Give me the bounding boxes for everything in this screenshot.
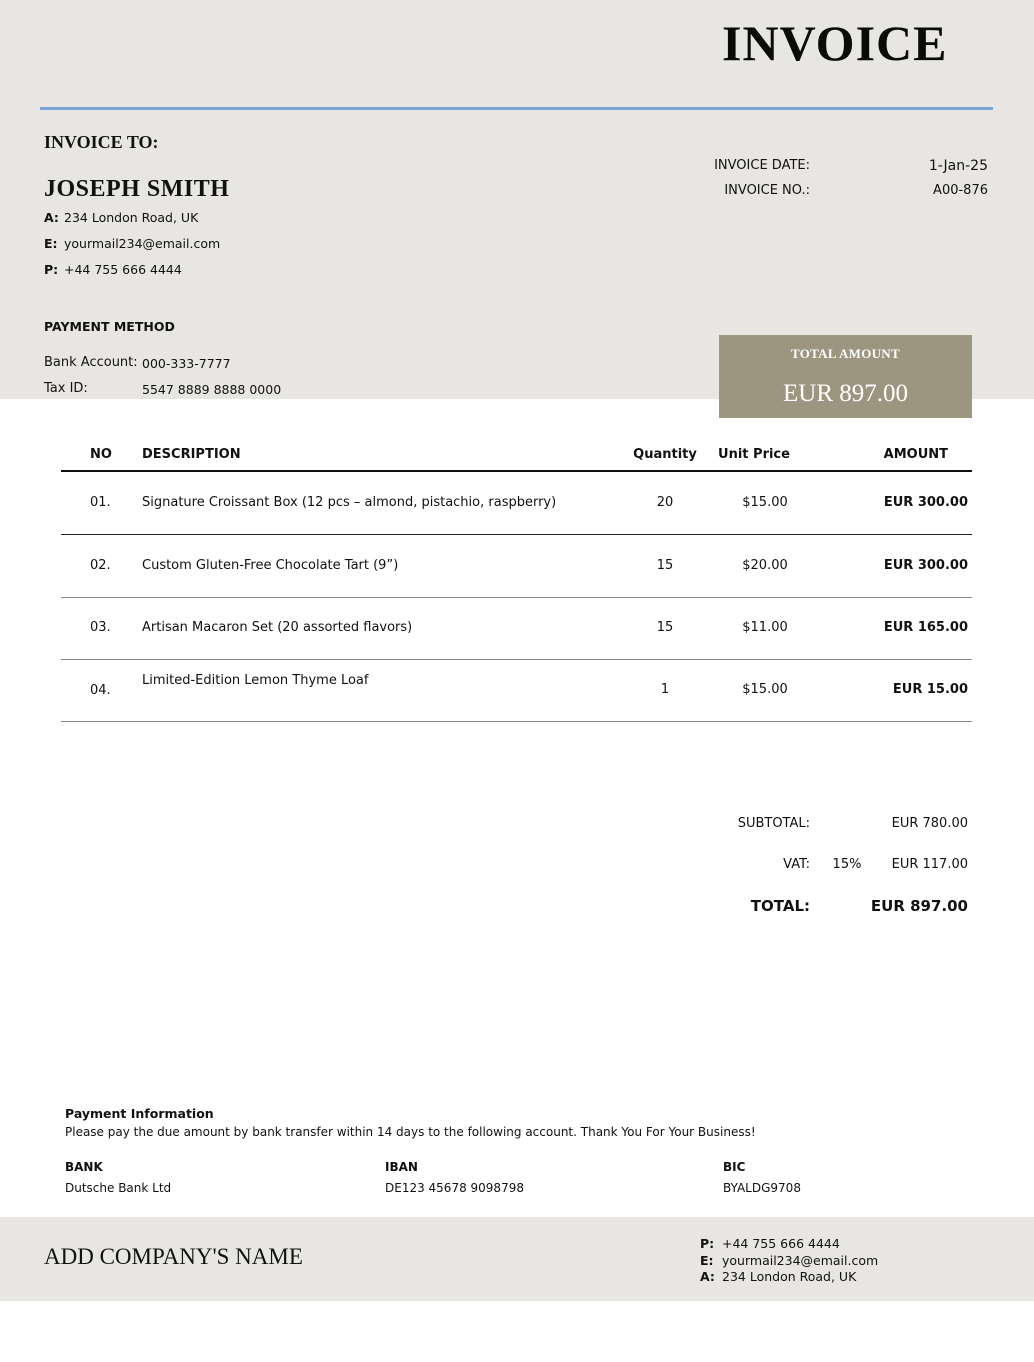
col-header-no: NO <box>90 447 112 462</box>
table-header-rule <box>61 470 972 472</box>
col-header-unit-price: Unit Price <box>718 447 790 462</box>
footer-email-key: E: <box>700 1253 714 1268</box>
row-2-amount: EUR 300.00 <box>883 558 968 573</box>
footer-phone: +44 755 666 4444 <box>722 1236 840 1251</box>
payment-method-title: PAYMENT METHOD <box>44 319 175 334</box>
invoice-date-label: INVOICE DATE: <box>714 158 810 173</box>
row-4-description: Limited-Edition Lemon Thyme Loaf <box>142 673 369 688</box>
row-3-no: 03. <box>90 620 111 635</box>
bic-value: BYALDG9708 <box>723 1181 801 1195</box>
payment-info-title: Payment Information <box>65 1106 214 1121</box>
client-email-line <box>44 236 220 251</box>
tax-id-value: 5547 8889 8888 0000 <box>142 382 282 397</box>
row-4-unit-price: $15.00 <box>742 682 788 697</box>
bank-account-label: Bank Account: <box>44 355 138 370</box>
row-3-amount: EUR 165.00 <box>883 620 968 635</box>
invoice-date: 1-Jan-25 <box>928 158 988 174</box>
row-4-amount: EUR 15.00 <box>892 682 968 697</box>
iban-label: IBAN <box>385 1160 418 1174</box>
row-1-quantity: 20 <box>656 495 674 510</box>
row-1-no: 01. <box>90 495 111 510</box>
client-address: 234 London Road, UK <box>64 210 199 225</box>
vat-rate: 15% <box>832 857 862 872</box>
bank-account-value: 000-333-7777 <box>142 356 231 371</box>
footer-address-line <box>700 1269 856 1284</box>
email-key: E: <box>44 236 58 251</box>
col-header-description: DESCRIPTION <box>142 447 241 462</box>
row-3-unit-price: $11.00 <box>742 620 788 635</box>
address-key: A: <box>44 210 59 225</box>
tax-id-label: Tax ID: <box>44 381 88 396</box>
bank-label: BANK <box>65 1160 103 1174</box>
row-4-quantity: 1 <box>660 682 670 697</box>
payment-info-text: Please pay the due amount by bank transfer within 14 days to the following account. Thank You For Your Business! <box>65 1125 756 1139</box>
footer-email-line <box>700 1253 878 1268</box>
row-1-unit-price: $15.00 <box>742 495 788 510</box>
invoice-title: INVOICE <box>722 15 948 71</box>
invoice-no-label: INVOICE NO.: <box>724 183 810 198</box>
total-amount-box <box>719 335 972 418</box>
client-phone: +44 755 666 4444 <box>64 262 182 277</box>
client-email: yourmail234@email.com <box>64 236 221 251</box>
footer-email: yourmail234@email.com <box>722 1253 879 1268</box>
iban-value: DE123 45678 9098798 <box>385 1181 524 1195</box>
bank-value: Dutsche Bank Ltd <box>65 1181 172 1195</box>
invoice-to-label: INVOICE TO: <box>44 132 159 152</box>
company-name: ADD COMPANY'S NAME <box>44 1244 303 1269</box>
row-2-description: Custom Gluten-Free Chocolate Tart (9”) <box>142 558 399 573</box>
row-3-quantity: 15 <box>656 620 674 635</box>
phone-key: P: <box>44 262 59 277</box>
row-2-no: 02. <box>90 558 111 573</box>
footer-address-key: A: <box>700 1269 715 1284</box>
invoice-no: A00-876 <box>933 183 988 198</box>
client-phone-line <box>44 262 182 277</box>
row-1-description: Signature Croissant Box (12 pcs – almond, pistachio, raspberry) <box>142 495 557 510</box>
col-header-amount: AMOUNT <box>883 447 948 462</box>
row-divider <box>61 534 972 535</box>
bic-label: BIC <box>723 1160 746 1174</box>
row-divider <box>61 659 972 660</box>
client-name: JOSEPH SMITH <box>44 176 230 202</box>
total-amount-value: EUR 897.00 <box>783 380 908 407</box>
subtotal-label: SUBTOTAL: <box>737 816 810 831</box>
footer-phone-line <box>700 1236 840 1251</box>
row-2-quantity: 15 <box>656 558 674 573</box>
row-divider <box>61 597 972 598</box>
subtotal-value: EUR 780.00 <box>891 816 968 831</box>
client-address-line <box>44 210 198 225</box>
row-1-amount: EUR 300.00 <box>883 495 968 510</box>
row-2-unit-price: $20.00 <box>742 558 788 573</box>
row-divider <box>61 721 972 722</box>
total-label: TOTAL: <box>750 897 810 915</box>
footer-phone-key: P: <box>700 1236 715 1251</box>
vat-value: EUR 117.00 <box>891 857 968 872</box>
row-3-description: Artisan Macaron Set (20 assorted flavors) <box>142 620 413 635</box>
row-4-no: 04. <box>90 683 111 698</box>
footer-address: 234 London Road, UK <box>722 1269 857 1284</box>
col-header-quantity: Quantity <box>633 447 697 462</box>
total-value: EUR 897.00 <box>870 897 968 915</box>
title-divider <box>40 107 993 110</box>
vat-label: VAT: <box>783 857 810 872</box>
total-amount-label: TOTAL AMOUNT <box>791 346 900 361</box>
